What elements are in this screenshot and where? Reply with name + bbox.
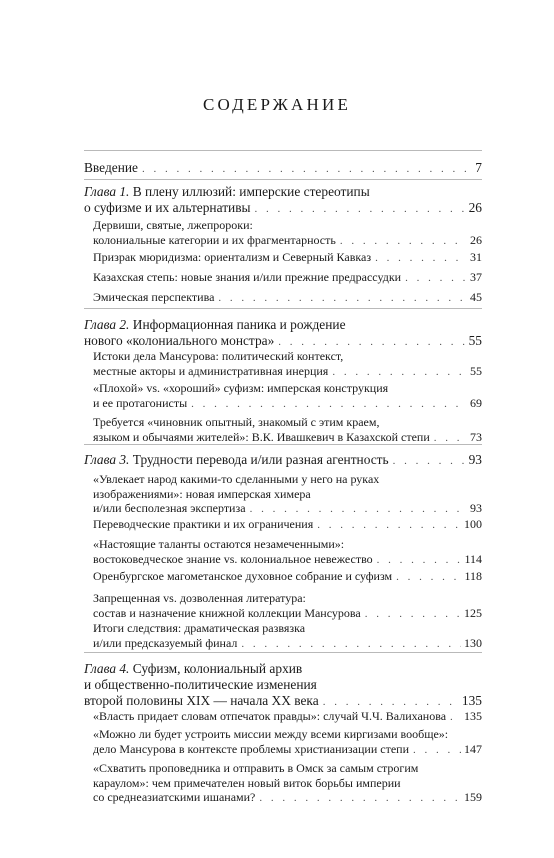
- entry-line-text: «Можно ли будет устроить миссии между всеми киргизами вообще»:: [93, 727, 449, 741]
- chapter-label: Глава 2.: [84, 317, 130, 332]
- entry-last-line: Трудности перевода и/или разная агентность: [132, 452, 389, 467]
- dot-leader: [340, 234, 467, 249]
- entry-line-text: Итоги следствия: драматическая развязка: [93, 621, 306, 635]
- entry-last-line: Эмическая перспектива: [93, 290, 215, 304]
- page-number: 135: [464, 709, 482, 723]
- page-number: 37: [470, 270, 482, 284]
- entry-line-text: караулом»: чем примечателен новый виток борьбы империи: [93, 775, 401, 790]
- toc-section-entry[interactable]: [93, 270, 482, 286]
- page-number: 26: [468, 200, 482, 215]
- entry-title-text: [93, 501, 246, 516]
- entry-line: [84, 661, 482, 677]
- toc-section-entry[interactable]: [93, 569, 482, 585]
- dot-leader: [393, 453, 466, 469]
- entry-last-line: со среднеазиатскими ишанами?: [93, 790, 256, 805]
- page-number: 114: [464, 551, 482, 566]
- entry-title-text: [93, 290, 214, 305]
- entry-title-text: [93, 233, 336, 248]
- toc-chapter-entry[interactable]: [84, 452, 482, 469]
- entry-title-text: [93, 517, 313, 532]
- dot-leader: [450, 710, 461, 725]
- entry-line: [93, 415, 482, 430]
- entry-title-text: [93, 250, 371, 265]
- divider: [84, 179, 482, 180]
- toc-section-entry[interactable]: [93, 290, 482, 306]
- entry-last-line: и/или бесполезная экспертиза: [93, 501, 246, 516]
- entry-line-text: «Увлекает народ какими-то сделанными у него на руках: [93, 472, 380, 486]
- dot-leader: [250, 502, 467, 517]
- dot-leader: [434, 431, 467, 446]
- dot-leader: [332, 365, 467, 380]
- entry-title-text: [84, 200, 251, 216]
- entry-title-text: [93, 790, 255, 805]
- entry-last-line: и/или предсказуемый финал: [93, 635, 238, 650]
- dot-leader: [323, 694, 459, 710]
- entry-line: [93, 621, 482, 636]
- entry-title-text: [93, 364, 328, 379]
- entry-last-line: Оренбургское магометанское духовное собрание и суфизм: [93, 569, 393, 583]
- entry-title-text: [84, 333, 274, 349]
- toc-chapter-entry[interactable]: [84, 184, 482, 217]
- toc-section-entry[interactable]: [93, 381, 482, 411]
- entry-title-text: [84, 452, 389, 468]
- toc-section-entry[interactable]: [93, 349, 482, 379]
- entry-line: [93, 487, 482, 502]
- entry-title-text: [93, 709, 446, 724]
- entry-line-text: «Плохой» vs. «хороший» суфизм: имперская конструкция: [93, 381, 389, 395]
- entry-line: [93, 761, 482, 776]
- entry-last-line: «Власть придает словам отпечаток правды»: случай Ч.Ч. Валиханова: [93, 709, 447, 723]
- entry-title-text: [93, 636, 237, 651]
- toc-section-entry[interactable]: [93, 250, 482, 266]
- entry-line-text: Информационная паника и рождение: [132, 317, 346, 332]
- page-number: 55: [468, 333, 482, 348]
- dot-leader: [241, 637, 461, 652]
- dot-leader: [365, 607, 461, 622]
- dot-leader: [142, 161, 469, 177]
- toc-section-entry[interactable]: [93, 621, 482, 651]
- page-number: 55: [470, 363, 482, 378]
- entry-line: [84, 677, 482, 693]
- entry-line-text: Суфизм, колониальный архив: [132, 661, 303, 676]
- page-number: 125: [464, 605, 482, 620]
- page-title: СОДЕРЖАНИЕ: [202, 95, 352, 114]
- entry-title-text: [84, 160, 138, 176]
- dot-leader: [377, 553, 462, 568]
- toc-section-entry[interactable]: [93, 537, 482, 567]
- toc-section-entry[interactable]: [93, 472, 482, 517]
- toc-section-entry[interactable]: [93, 218, 482, 248]
- entry-line-text: изображениями»: новая имперская химера: [93, 486, 311, 501]
- entry-last-line: языком и обычаями жителей»: В.К. Ивашкевич в Казахской степи: [93, 429, 430, 444]
- toc-section-entry[interactable]: [93, 761, 482, 806]
- page-number: 159: [464, 790, 482, 805]
- entry-line: [93, 349, 482, 364]
- entry-title-text: [93, 569, 392, 584]
- dot-leader: [396, 570, 461, 585]
- page-number: 31: [470, 250, 482, 264]
- page-number: 147: [464, 741, 482, 756]
- divider: [84, 150, 482, 151]
- page-number: 45: [470, 290, 482, 304]
- entry-title-text: [93, 430, 430, 445]
- entry-title-text: [93, 606, 361, 621]
- entry-line-text: Запрещенная vs. дозволенная литература:: [93, 591, 306, 605]
- entry-last-line: дело Мансурова в контексте проблемы христианизации степи: [93, 741, 410, 756]
- entry-last-line: второй половины XIX — начала XX века: [84, 693, 319, 708]
- dot-leader: [375, 251, 467, 266]
- entry-line: [93, 218, 482, 233]
- entry-title-text: [93, 742, 409, 757]
- entry-line-text: Требуется «чиновник опытный, знакомый с этим краем,: [93, 415, 380, 429]
- page-number: 73: [470, 429, 482, 444]
- page-number: 118: [464, 569, 482, 583]
- entry-last-line: Призрак мюридизма: ориентализм и Северный Кавказ: [93, 250, 372, 264]
- entry-last-line: состав и назначение книжной коллекции Мансурова: [93, 605, 361, 620]
- entry-last-line: о суфизме и их альтернативы: [84, 200, 251, 215]
- page-number: 130: [464, 635, 482, 650]
- entry-line: [93, 472, 482, 487]
- chapter-label: Глава 1.: [84, 184, 130, 199]
- dot-leader: [317, 518, 461, 533]
- entry-last-line: колониальные категории и их фрагментарность: [93, 232, 336, 247]
- entry-line: [93, 537, 482, 552]
- toc-section-entry[interactable]: [93, 709, 482, 725]
- dot-leader: [191, 397, 467, 412]
- page-number: 135: [461, 693, 482, 708]
- entry-last-line: Введение: [84, 160, 138, 175]
- toc-section-entry[interactable]: [93, 517, 482, 533]
- chapter-label: Глава 4.: [84, 661, 130, 676]
- entry-last-line: Казахская степь: новые знания и/или прежние предрассудки: [93, 270, 402, 284]
- entry-last-line: местные акторы и административная инерция: [93, 363, 329, 378]
- entry-line-text: Дервиши, святые, лжепророки:: [93, 218, 253, 232]
- dot-leader: [413, 743, 461, 758]
- dot-leader: [255, 201, 466, 217]
- entry-line: [93, 727, 482, 742]
- entry-line-text: «Настоящие таланты остаются незамеченными»:: [93, 537, 345, 551]
- entry-title-text: [93, 552, 373, 567]
- chapter-label: Глава 3.: [84, 452, 130, 467]
- entry-line-text: «Схватить проповедника и отправить в Омск за самым строгим: [93, 761, 419, 775]
- toc-chapter-entry[interactable]: [84, 160, 482, 177]
- entry-line: [93, 776, 482, 791]
- page-number: 26: [470, 232, 482, 247]
- page-number: 69: [470, 395, 482, 410]
- entry-line-text: Истоки дела Мансурова: политический контекст,: [93, 349, 344, 363]
- toc-chapter-entry[interactable]: [84, 661, 482, 710]
- page-number: 93: [468, 452, 482, 467]
- entry-line-text: В плену иллюзий: имперские стереотипы: [132, 184, 370, 199]
- entry-title-text: [93, 270, 401, 285]
- page-number: 7: [475, 160, 482, 175]
- toc-section-entry[interactable]: [93, 727, 482, 757]
- dot-leader: [259, 791, 461, 806]
- entry-last-line: востоковедческое знание vs. колониальное невежество: [93, 551, 373, 566]
- dot-leader: [218, 291, 467, 306]
- entry-line: [84, 184, 482, 200]
- entry-line: [84, 317, 482, 333]
- page-number: 93: [470, 501, 482, 516]
- dot-leader: [278, 334, 465, 350]
- entry-title-text: [93, 396, 187, 411]
- entry-line: [93, 381, 482, 396]
- divider: [84, 652, 482, 653]
- entry-line-text: и общественно-политические изменения: [84, 677, 317, 692]
- dot-leader: [405, 271, 467, 286]
- page-number: 100: [464, 517, 482, 531]
- entry-last-line: нового «колониального монстра»: [84, 333, 275, 348]
- entry-line: [93, 591, 482, 606]
- toc-section-entry[interactable]: [93, 415, 482, 445]
- toc-chapter-entry[interactable]: [84, 317, 482, 350]
- divider: [84, 308, 482, 309]
- entry-title-text: [84, 693, 319, 709]
- entry-last-line: Переводческие практики и их ограничения: [93, 517, 314, 531]
- entry-last-line: и ее протагонисты: [93, 395, 188, 410]
- toc-section-entry[interactable]: [93, 591, 482, 621]
